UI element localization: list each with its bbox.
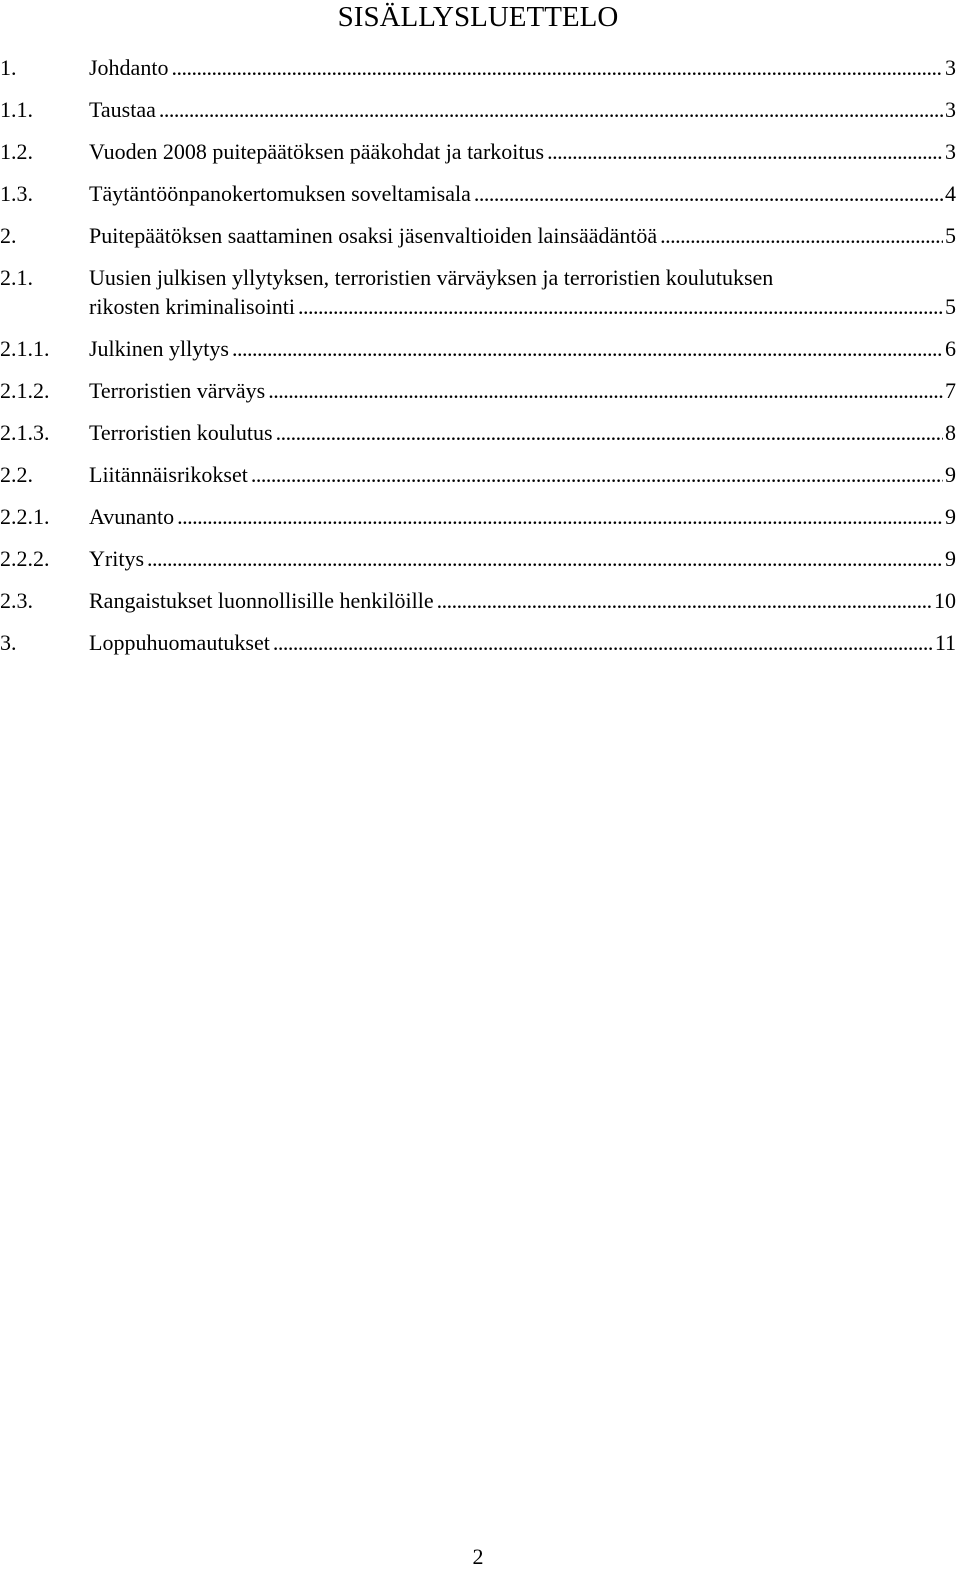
- toc-entry-title: Yritys: [89, 546, 144, 571]
- dot-leader: [251, 460, 943, 489]
- dot-leader: [437, 586, 932, 615]
- toc-entry-number: 1.3.: [0, 181, 33, 206]
- toc-entry-page: 3: [945, 55, 956, 80]
- dot-leader: [298, 292, 943, 321]
- toc-entry-page: 5: [945, 223, 956, 248]
- toc-entry-number: 3.: [0, 630, 17, 655]
- dot-leader: [660, 221, 943, 250]
- dot-leader: [273, 628, 933, 657]
- toc-entry-number: 1.2.: [0, 139, 33, 164]
- toc-entry[interactable]: [0, 334, 956, 363]
- toc-entry-title: Liitännäisrikokset: [89, 462, 248, 487]
- dot-leader: [547, 137, 943, 166]
- toc-entry-number: 2.1.2.: [0, 378, 50, 403]
- toc-entry[interactable]: [0, 586, 956, 615]
- toc-entry[interactable]: [0, 544, 956, 573]
- toc-entry-page: 5: [945, 294, 956, 319]
- toc-entry-number: 2.1.: [0, 265, 33, 290]
- toc-entry[interactable]: [0, 95, 956, 124]
- toc-entry-title: Puitepäätöksen saattaminen osaksi jäsenvaltioiden lainsäädäntöä: [89, 223, 658, 248]
- dot-leader: [268, 376, 943, 405]
- dot-leader: [159, 95, 943, 124]
- toc-entry-title: rikosten kriminalisointi: [89, 294, 295, 319]
- table-of-contents: [0, 53, 956, 670]
- toc-entry-page: 3: [945, 139, 956, 164]
- toc-entry-page: 3: [945, 97, 956, 122]
- toc-entry-number: 2.1.1.: [0, 336, 50, 361]
- toc-entry-title: Terroristien koulutus: [89, 420, 273, 445]
- toc-entry-title: Avunanto: [89, 504, 175, 529]
- toc-entry-title: Julkinen yllytys: [89, 336, 229, 361]
- toc-entry-title: Vuoden 2008 puitepäätöksen pääkohdat ja tarkoitus: [89, 139, 545, 164]
- toc-entry[interactable]: [0, 376, 956, 405]
- toc-entry-number: 2.2.1.: [0, 504, 50, 529]
- toc-entry-title: Täytäntöönpanokertomuksen soveltamisala: [89, 181, 471, 206]
- toc-entry-number: 2.: [0, 223, 17, 248]
- toc-entry-number: 1.1.: [0, 97, 33, 122]
- toc-entry-page: 4: [945, 181, 956, 206]
- dot-leader: [474, 179, 943, 208]
- toc-entry-number: 2.1.3.: [0, 420, 50, 445]
- dot-leader: [232, 334, 943, 363]
- toc-entry-number: 2.3.: [0, 588, 33, 613]
- toc-entry-title: Rangaistukset luonnollisille henkilöille: [89, 588, 434, 613]
- toc-entry-title: Terroristien värväys: [89, 378, 266, 403]
- toc-entry-title-line1: Uusien julkisen yllytyksen, terroristien värväyksen ja terroristien koulutuksen: [89, 265, 774, 290]
- toc-entry-page: 10: [934, 588, 956, 613]
- toc-entry-page: 9: [945, 504, 956, 529]
- toc-entry[interactable]: [0, 263, 956, 321]
- toc-entry[interactable]: [0, 179, 956, 208]
- toc-entry-number: 2.2.2.: [0, 546, 50, 571]
- toc-entry[interactable]: [0, 628, 956, 657]
- dot-leader: [171, 53, 943, 82]
- toc-entry[interactable]: [0, 418, 956, 447]
- toc-entry-title: Taustaa: [89, 97, 156, 122]
- toc-entry-page: 7: [945, 378, 956, 403]
- toc-entry[interactable]: [0, 53, 956, 82]
- dot-leader: [276, 418, 943, 447]
- dot-leader: [147, 544, 943, 573]
- toc-entry[interactable]: [0, 137, 956, 166]
- toc-entry[interactable]: [0, 502, 956, 531]
- toc-entry[interactable]: [0, 460, 956, 489]
- toc-entry-number: 2.2.: [0, 462, 33, 487]
- toc-entry-number: 1.: [0, 55, 17, 80]
- toc-entry-title: Johdanto: [89, 55, 169, 80]
- dot-leader: [177, 502, 943, 531]
- toc-entry-page: 8: [945, 420, 956, 445]
- toc-entry-page: 6: [945, 336, 956, 361]
- page-title: SISÄLLYSLUETTELO: [337, 1, 619, 33]
- toc-entry-page: 9: [945, 462, 956, 487]
- toc-entry-title: Loppuhuomautukset: [89, 630, 270, 655]
- toc-entry-page: 11: [934, 630, 956, 655]
- toc-entry[interactable]: [0, 221, 956, 250]
- page-number: 2: [472, 1544, 484, 1569]
- toc-entry-page: 9: [945, 546, 956, 571]
